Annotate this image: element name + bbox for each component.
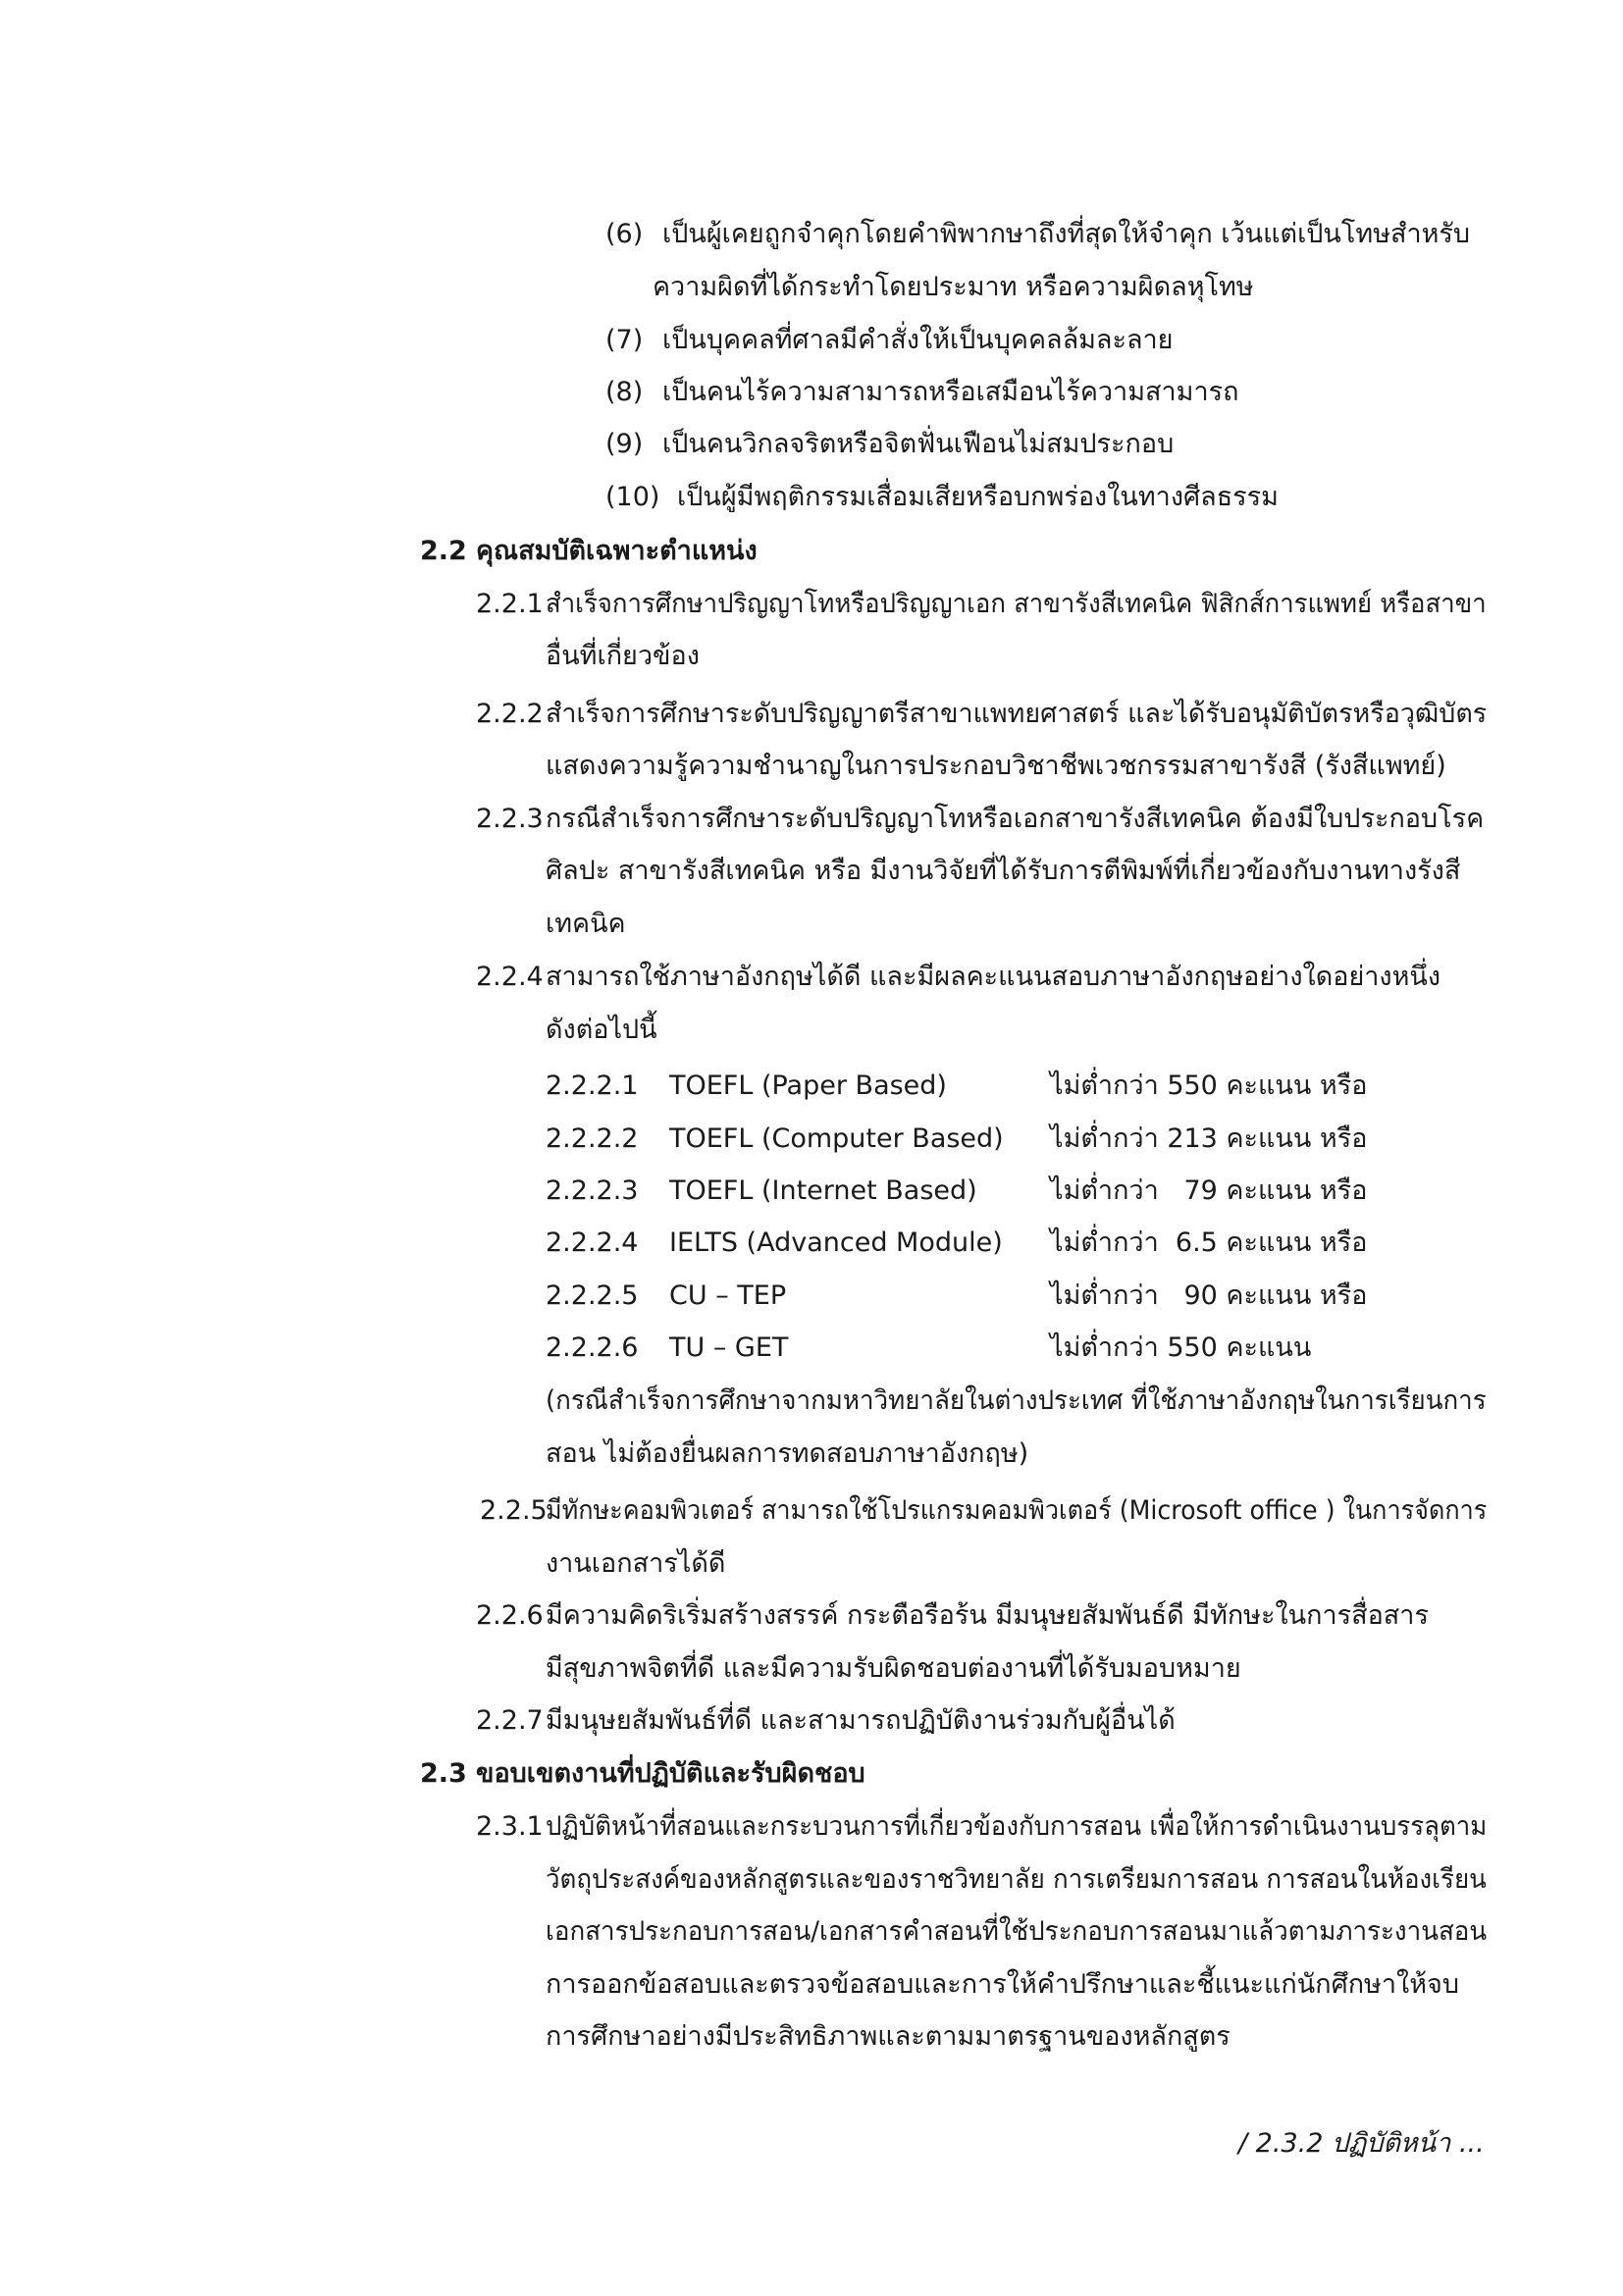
score-number: 2.2.2.1 bbox=[546, 1070, 639, 1101]
score-test: TU – GET bbox=[669, 1332, 789, 1363]
item-text: มีความคิดริเริ่มสร้างสรรค์ กระตือรือร้น มีมนุษยสัมพันธ์ดี มีทักษะในการสื่อสาร bbox=[546, 1600, 1429, 1631]
item-text: ศิลปะ สาขารังสีเทคนิค หรือ มีงานวิจัยที่ได้รับการตีพิมพ์ที่เกี่ยวข้องกับงานทางรังสี bbox=[546, 856, 1461, 886]
item-text: มีมนุษยสัมพันธ์ที่ดี และสามารถปฏิบัติงานร่วมกับผู้อื่นได้ bbox=[546, 1705, 1176, 1736]
item-number: (8) bbox=[605, 377, 644, 407]
item-text: สำเร็จการศึกษาปริญญาโทหรือปริญญาเอก สาขารังสีเทคนิค ฟิสิกส์การแพทย์ หรือสาขา bbox=[546, 589, 1487, 619]
score-requirement: ไม่ต่ำกว่า 550 คะแนน หรือ bbox=[1050, 1070, 1368, 1101]
score-test: TOEFL (Paper Based) bbox=[669, 1070, 947, 1101]
item-text: วัตถุประสงค์ของหลักสูตรและของราชวิทยาลัย การเตรียมการสอน การสอนในห้องเรียน bbox=[546, 1864, 1487, 1895]
section-number: 2.2 bbox=[420, 536, 467, 566]
section-number: 2.3 bbox=[420, 1758, 467, 1789]
item-text: ดังต่อไปนี้ bbox=[546, 1015, 657, 1045]
item-text: แสดงความรู้ความชำนาญในการประกอบวิชาชีพเวชกรรมสาขารังสี (รังสีแพทย์) bbox=[546, 751, 1446, 781]
score-number: 2.2.2.5 bbox=[546, 1280, 639, 1311]
item-number: 2.2.1 bbox=[476, 589, 544, 619]
continuation-footer: / 2.3.2 ปฏิบัติหน้า ... bbox=[1238, 2128, 1485, 2159]
score-requirement: ไม่ต่ำกว่า 550 คะแนน bbox=[1050, 1332, 1312, 1363]
score-test: IELTS (Advanced Module) bbox=[669, 1227, 1003, 1258]
item-number: (10) bbox=[605, 482, 660, 512]
score-number: 2.2.2.4 bbox=[546, 1227, 639, 1258]
item-text: การออกข้อสอบและตรวจข้อสอบและการให้คำปรึกษาและชี้แนะแก่นักศึกษาให้จบ bbox=[546, 1969, 1459, 2000]
item-text: สามารถใช้ภาษาอังกฤษได้ดี และมีผลคะแนนสอบภาษาอังกฤษอย่างใดอย่างหนึ่ง bbox=[546, 962, 1441, 992]
item-number: 2.2.7 bbox=[476, 1705, 544, 1736]
item-text: เป็นผู้มีพฤติกรรมเสื่อมเสียหรือบกพร่องในทางศีลธรรม bbox=[677, 482, 1279, 512]
section-heading: คุณสมบัติเฉพาะตำแหน่ง bbox=[476, 536, 758, 566]
item-text: เป็นผู้เคยถูกจำคุกโดยคำพิพากษาถึงที่สุดให้จำคุก เว้นแต่เป็นโทษสำหรับ bbox=[662, 219, 1471, 249]
item-number: 2.3.1 bbox=[476, 1811, 544, 1842]
score-test: CU – TEP bbox=[669, 1280, 787, 1311]
note-text: สอน ไม่ต้องยื่นผลการทดสอบภาษาอังกฤษ) bbox=[546, 1438, 1029, 1469]
score-requirement: ไม่ต่ำกว่า 90 คะแนน หรือ bbox=[1050, 1280, 1368, 1311]
score-number: 2.2.2.6 bbox=[546, 1332, 639, 1363]
item-text: เทคนิค bbox=[546, 909, 626, 939]
score-number: 2.2.2.3 bbox=[546, 1175, 639, 1206]
item-text: เป็นคนไร้ความสามารถหรือเสมือนไร้ความสามารถ bbox=[662, 377, 1239, 407]
note-text: (กรณีสำเร็จการศึกษาจากมหาวิทยาลัยในต่างประเทศ ที่ใช้ภาษาอังกฤษในการเรียนการ bbox=[546, 1385, 1487, 1416]
item-number: 2.2.4 bbox=[476, 962, 544, 992]
item-number: (7) bbox=[605, 325, 644, 355]
score-requirement: ไม่ต่ำกว่า 79 คะแนน หรือ bbox=[1050, 1175, 1368, 1206]
item-number: (9) bbox=[605, 429, 644, 459]
score-test: TOEFL (Computer Based) bbox=[669, 1123, 1004, 1154]
item-number: 2.2.6 bbox=[476, 1600, 544, 1631]
item-text: ปฏิบัติหน้าที่สอนและกระบวนการที่เกี่ยวข้องกับการสอน เพื่อให้การดำเนินงานบรรลุตาม bbox=[546, 1811, 1488, 1842]
item-number: 2.2.5 bbox=[480, 1495, 548, 1526]
item-text: อื่นที่เกี่ยวข้อง bbox=[546, 641, 700, 671]
score-test: TOEFL (Internet Based) bbox=[669, 1175, 977, 1206]
section-heading: ขอบเขตงานที่ปฏิบัติและรับผิดชอบ bbox=[476, 1758, 865, 1789]
item-text: เอกสารประกอบการสอน/เอกสารคำสอนที่ใช้ประกอบการสอนมาแล้วตามภาระงานสอน bbox=[546, 1916, 1488, 1947]
item-number: (6) bbox=[605, 219, 644, 249]
item-text: มีสุขภาพจิตที่ดี และมีความรับผิดชอบต่องานที่ได้รับมอบหมาย bbox=[546, 1653, 1241, 1684]
item-number: 2.2.3 bbox=[476, 804, 544, 834]
score-requirement: ไม่ต่ำกว่า 6.5 คะแนน หรือ bbox=[1050, 1227, 1368, 1258]
item-text: มีทักษะคอมพิวเตอร์ สามารถใช้โปรแกรมคอมพิวเตอร์ (Microsoft office ) ในการจัดการ bbox=[546, 1495, 1488, 1526]
score-requirement: ไม่ต่ำกว่า 213 คะแนน หรือ bbox=[1050, 1123, 1368, 1154]
item-text: กรณีสำเร็จการศึกษาระดับปริญญาโทหรือเอกสาขารังสีเทคนิค ต้องมีใบประกอบโรค bbox=[546, 804, 1485, 834]
item-number: 2.2.2 bbox=[476, 699, 544, 729]
item-text: ความผิดที่ได้กระทำโดยประมาท หรือความผิดลหุโทษ bbox=[653, 272, 1254, 302]
item-text: เป็นคนวิกลจริตหรือจิตฟั่นเฟือนไม่สมประกอบ bbox=[662, 429, 1175, 459]
score-number: 2.2.2.2 bbox=[546, 1123, 639, 1154]
item-text: การศึกษาอย่างมีประสิทธิภาพและตามมาตรฐานของหลักสูตร bbox=[546, 2021, 1230, 2052]
item-text: เป็นบุคคลที่ศาลมีคำสั่งให้เป็นบุคคลล้มละลาย bbox=[662, 325, 1174, 355]
item-text: สำเร็จการศึกษาระดับปริญญาตรีสาขาแพทยศาสตร์ และได้รับอนุมัติบัตรหรือวุฒิบัตร bbox=[546, 699, 1488, 729]
item-text: งานเอกสารได้ดี bbox=[546, 1548, 726, 1579]
